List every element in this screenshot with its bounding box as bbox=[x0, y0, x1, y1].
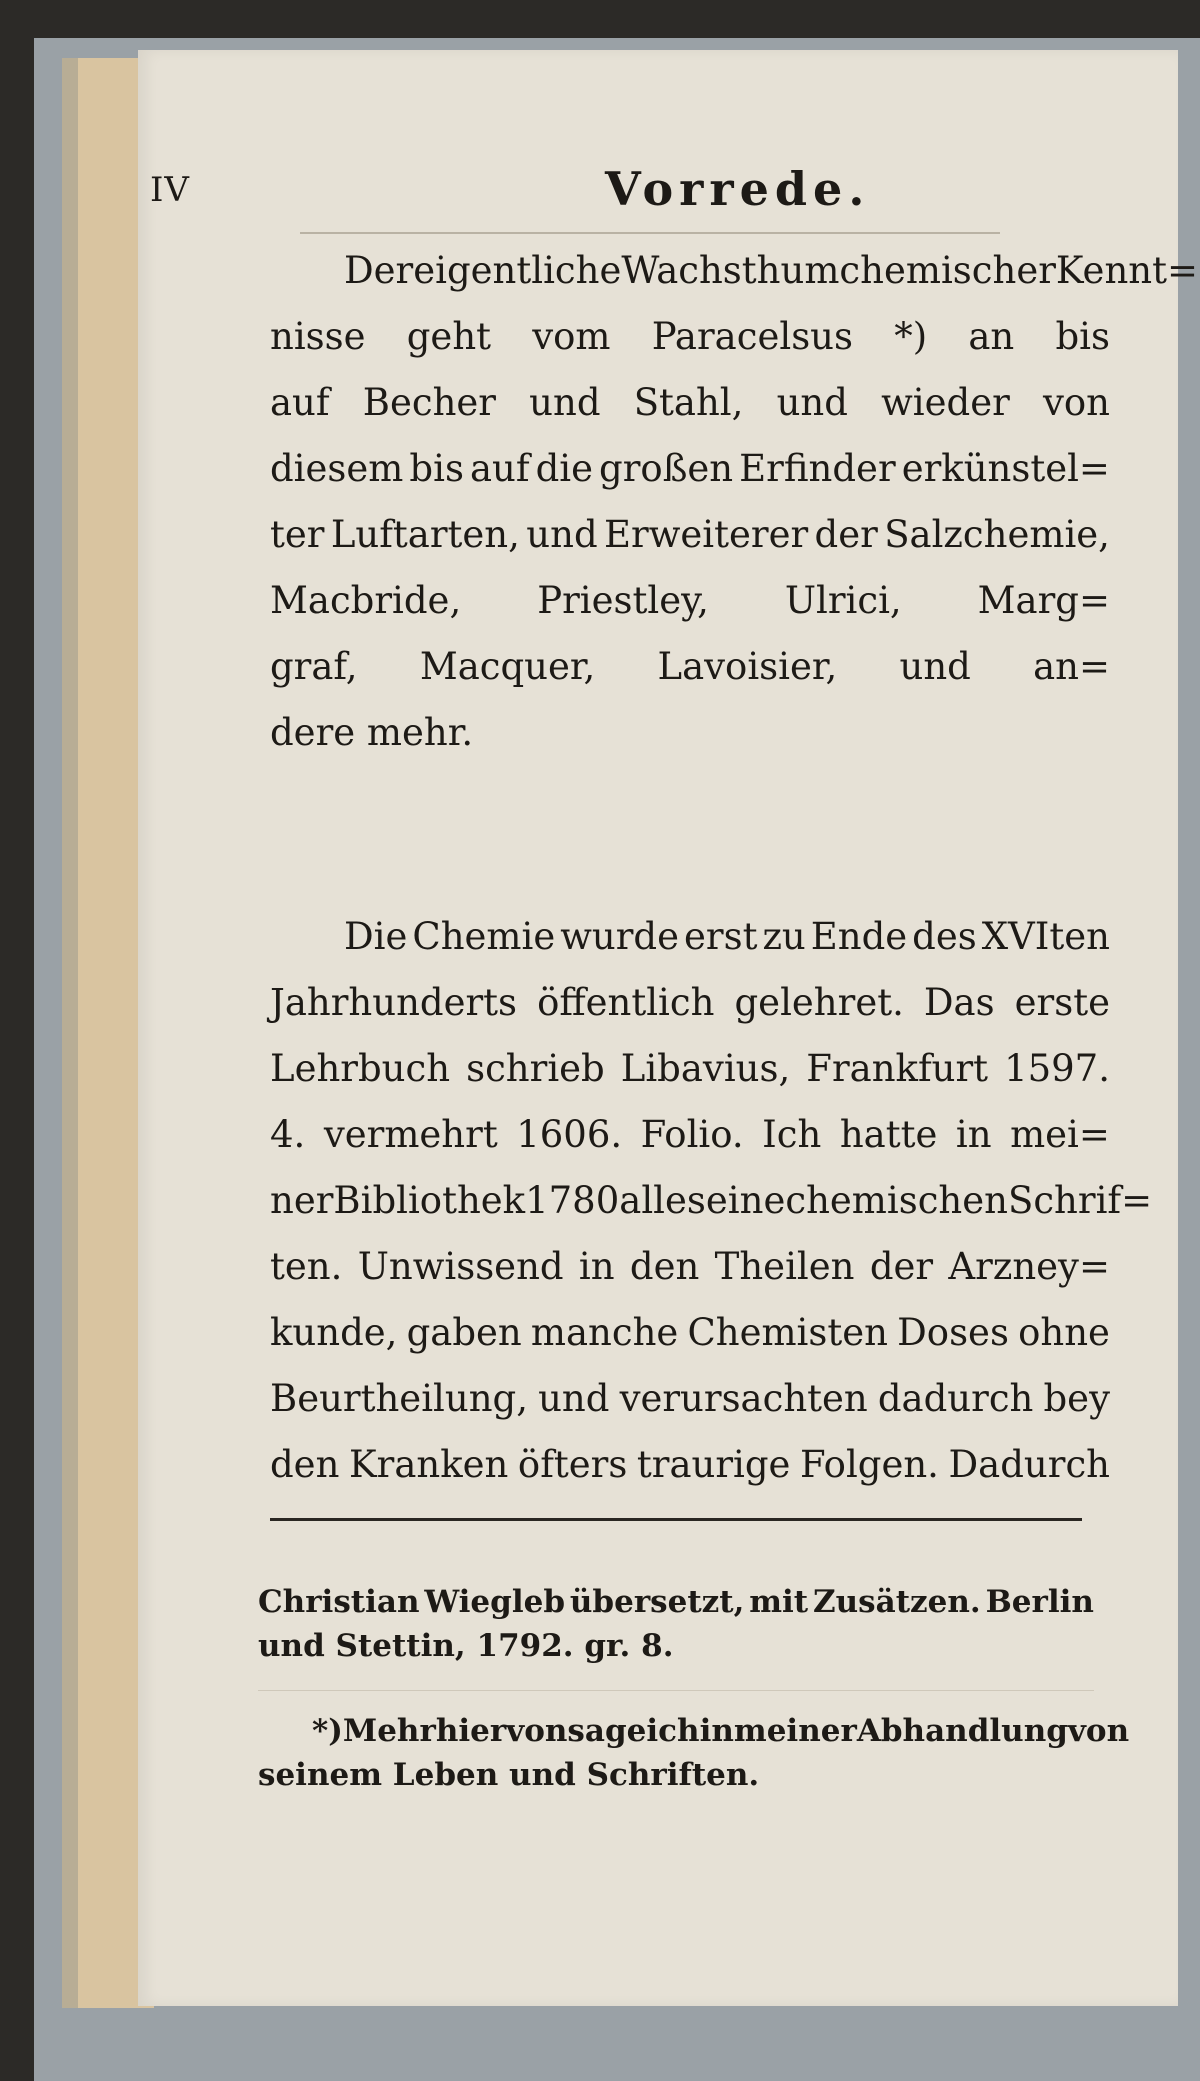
footnote-asterisk bbox=[258, 1709, 1130, 1797]
text-line: ner Bibliothek 1780 alle seine chemischen Schrif= bbox=[270, 1179, 1153, 1222]
text-line: 4. vermehrt 1606. Folio. Ich hatte in mei= bbox=[270, 1113, 1110, 1156]
footnote-rule bbox=[270, 1518, 1082, 1521]
text-line: graf, Macquer, Lavoisier, und an= bbox=[270, 645, 1110, 688]
text-line: den Kranken öfters traurige Folgen. Dadurch bbox=[270, 1443, 1110, 1486]
paragraph-1 bbox=[270, 238, 1198, 766]
footnote-line: *) Mehr hiervon sage ich in meiner Abhandlung von bbox=[312, 1713, 1130, 1749]
text-line: Lehrbuch schrieb Libavius, Frankfurt 1597. bbox=[270, 1047, 1110, 1090]
page-title: Vorrede. bbox=[605, 162, 871, 216]
footnote-line: seinem Leben und Schriften. bbox=[258, 1757, 760, 1793]
text-line: Beurtheilung, und verursachten dadurch bey bbox=[270, 1377, 1110, 1420]
text-line: Macbride, Priestley, Ulrici, Marg= bbox=[270, 579, 1110, 622]
text-line: ten. Unwissend in den Theilen der Arzney= bbox=[270, 1245, 1110, 1288]
text-line: kunde, gaben manche Chemisten Doses ohne bbox=[270, 1311, 1110, 1354]
text-line: Die Chemie wurde erst zu Ende des XVIten bbox=[344, 915, 1110, 958]
footnote-divider bbox=[258, 1690, 1094, 1691]
body-text bbox=[270, 238, 1198, 1498]
paragraph-gap bbox=[270, 766, 1110, 904]
paragraph-2 bbox=[270, 904, 1153, 1498]
footnotes bbox=[258, 1580, 1130, 1797]
text-line: ter Luftarten, und Erweiterer der Salzchemie, bbox=[270, 513, 1110, 556]
text-line: auf Becher und Stahl, und wieder von bbox=[270, 381, 1110, 424]
footnote-line: Christian Wiegleb übersetzt, mit Zusätzen. Berlin bbox=[258, 1584, 1094, 1620]
footnote-line: und Stettin, 1792. gr. 8. bbox=[258, 1628, 674, 1664]
text-line: Jahrhunderts öffentlich gelehret. Das erste bbox=[270, 981, 1110, 1024]
text-line: dere mehr. bbox=[270, 711, 474, 754]
running-head bbox=[150, 162, 1090, 222]
page-number: IV bbox=[150, 170, 190, 210]
footnote-continued bbox=[258, 1580, 1094, 1668]
header-rule bbox=[300, 232, 1000, 234]
text-line: nisse geht vom Paracelsus *) an bis bbox=[270, 315, 1110, 358]
text-line: diesem bis auf die großen Erfinder erkünstel= bbox=[270, 447, 1110, 490]
text-line: Der eigentliche Wachsthum chemischer Kennt= bbox=[344, 249, 1198, 292]
